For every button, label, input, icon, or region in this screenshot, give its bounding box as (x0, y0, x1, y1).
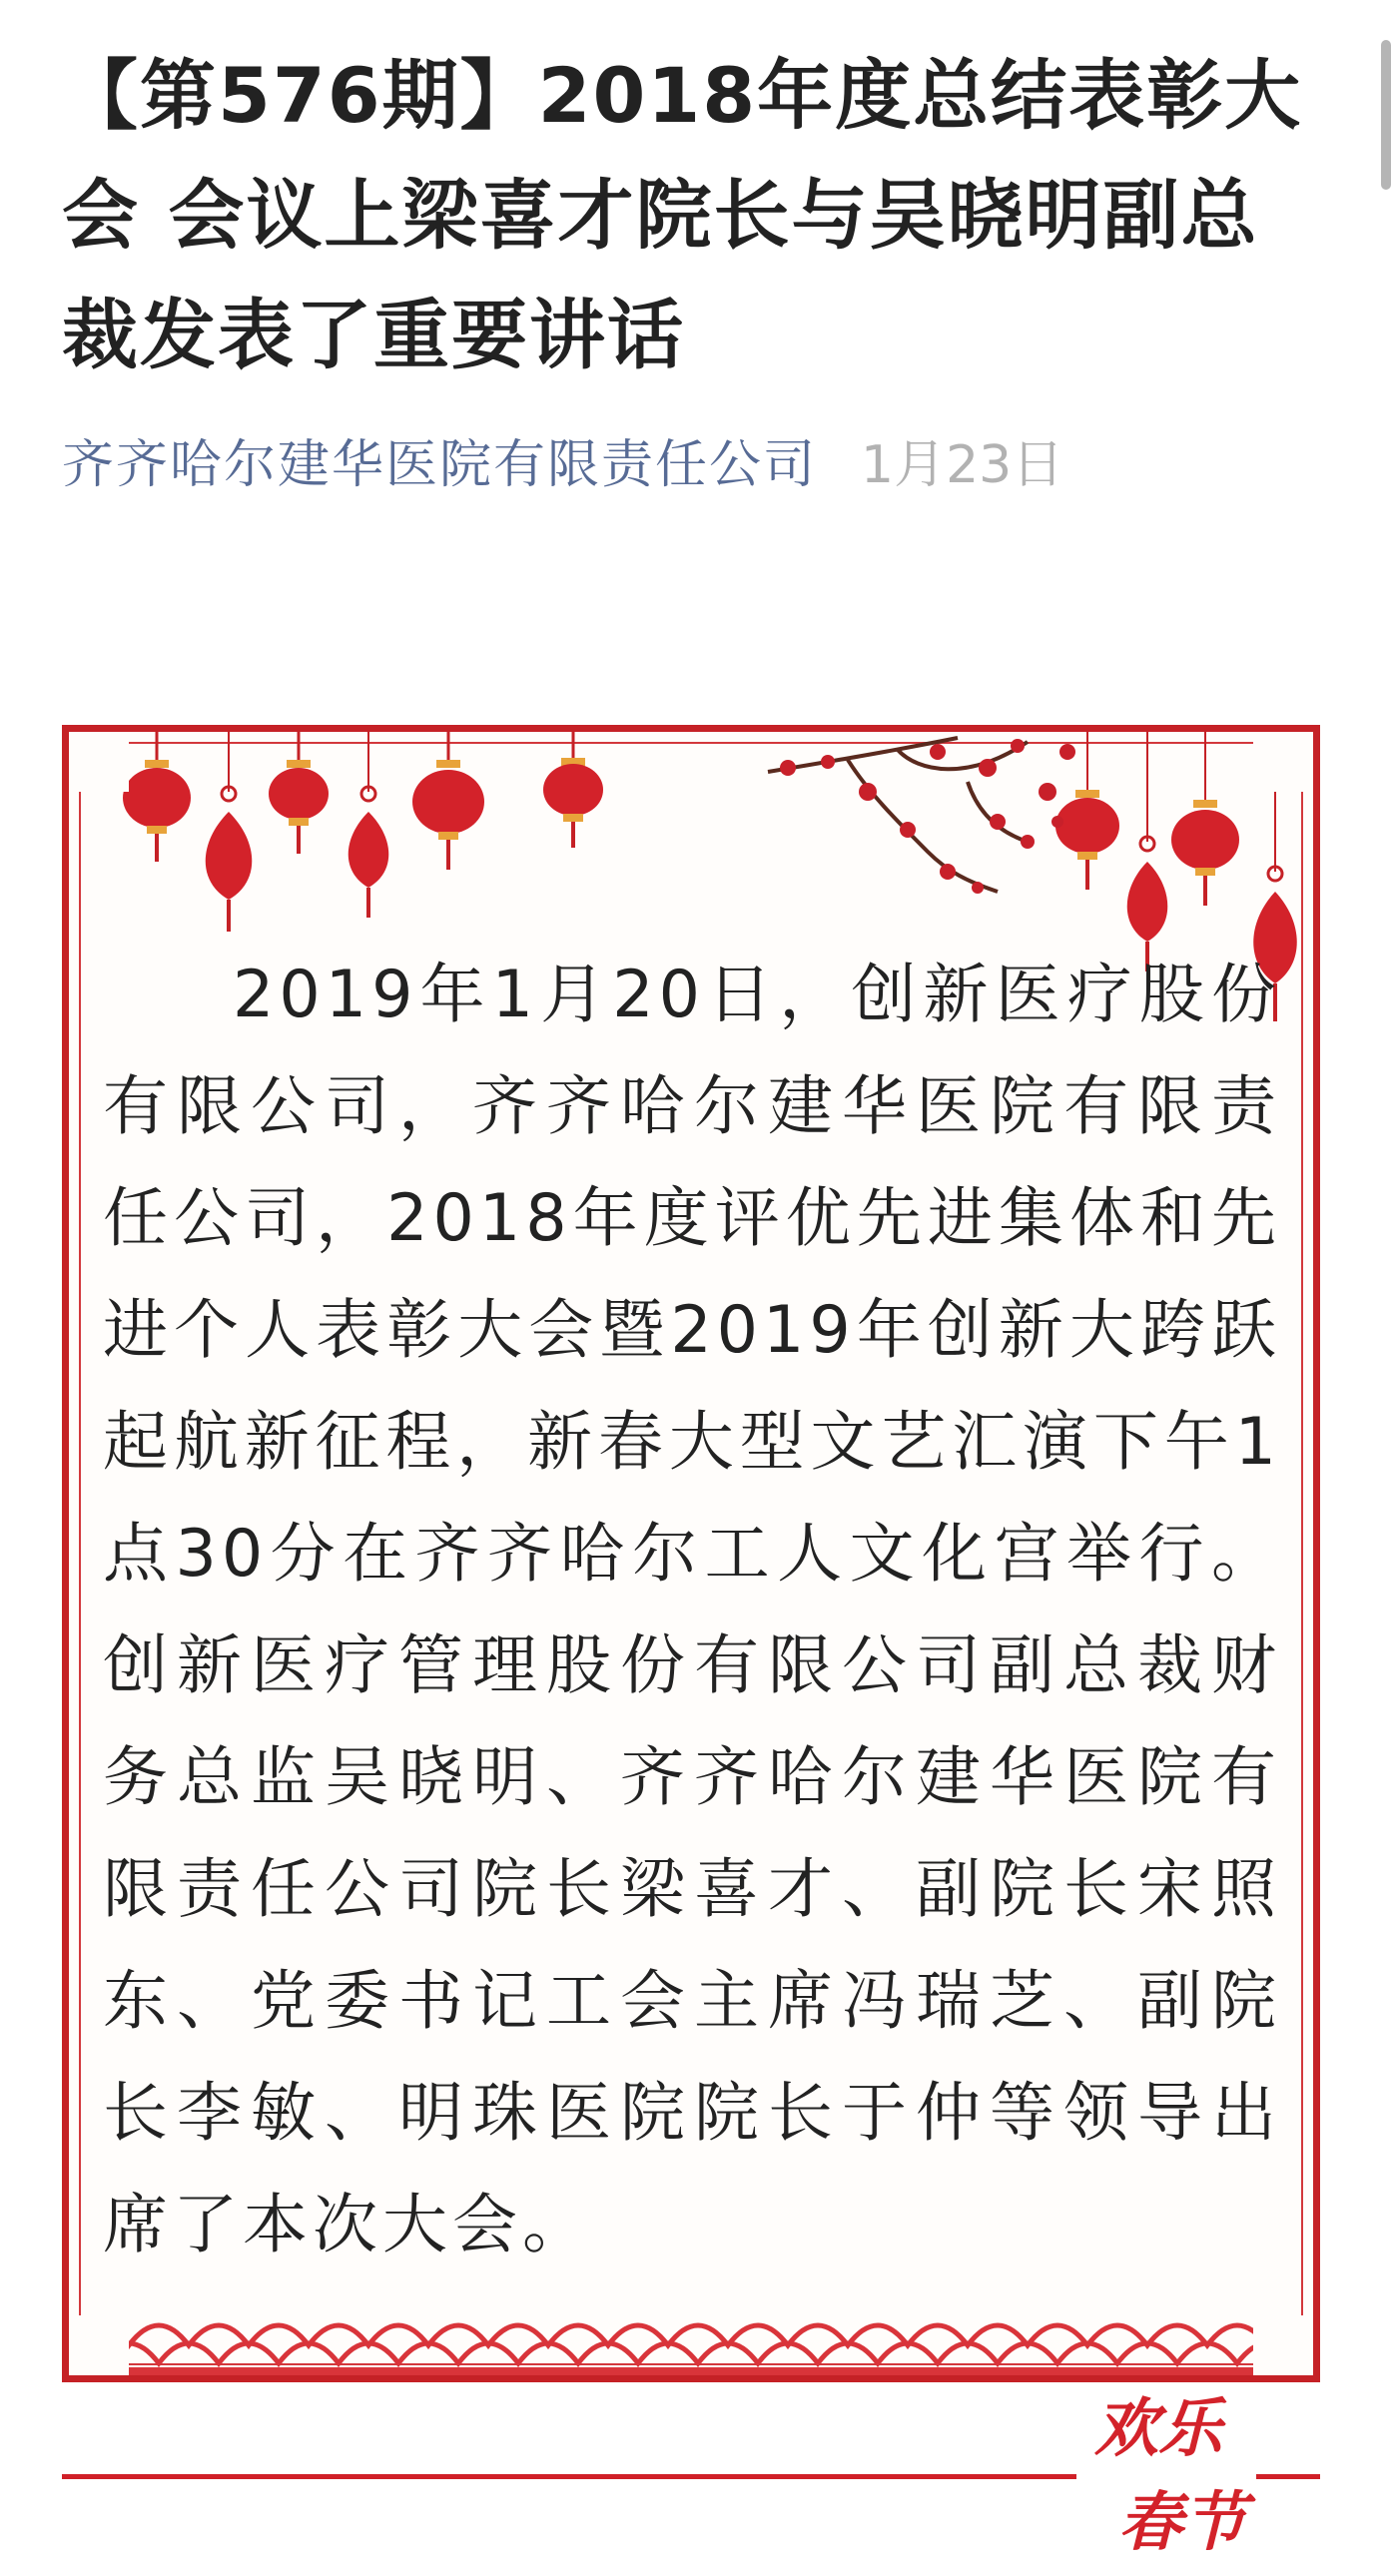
corner-ornament (1253, 2315, 1319, 2381)
corner-ornament (1253, 726, 1319, 792)
plum-blossom-icon (768, 738, 1075, 894)
wave-pattern (69, 2285, 1313, 2375)
article-meta (62, 419, 1063, 499)
seal-text-top: 欢乐 (1094, 2391, 1222, 2466)
poster-body-text: 2019年1月20日，创新医疗股份有限公司，齐齐哈尔建华医院有限责任公司，2018年度评优先进集体和先进个人表彰大会暨2019年创新大跨跃起航新征程，新春大型文艺汇演下午1点30分在齐齐哈尔工人文化宫举行。创新医疗管理股份有限公司副总裁财务总监吴晓明、齐齐哈尔建华医院有限责任公司院长梁喜才、副院长宋照东、党委书记工会主席冯瑞芝、副院长李敏、明珠医院院长于仲等领导出席了本次大会。 (103, 958, 1281, 2262)
publish-date: 1月23日 (861, 434, 1064, 495)
poster-image (62, 725, 1320, 2382)
corner-ornament (63, 726, 129, 792)
article-title: 【第576期】2018年度总结表彰大会 会议上梁喜才院长与吴晓明副总裁发表了重要讲话 (62, 51, 1303, 379)
scrollbar[interactable] (1381, 40, 1391, 190)
account-name-link[interactable]: 齐齐哈尔建华医院有限责任公司 (62, 434, 818, 495)
spring-festival-seal (1076, 2384, 1256, 2574)
corner-ornament (63, 2315, 129, 2381)
seal-text-bottom: 春节 (1118, 2485, 1246, 2560)
